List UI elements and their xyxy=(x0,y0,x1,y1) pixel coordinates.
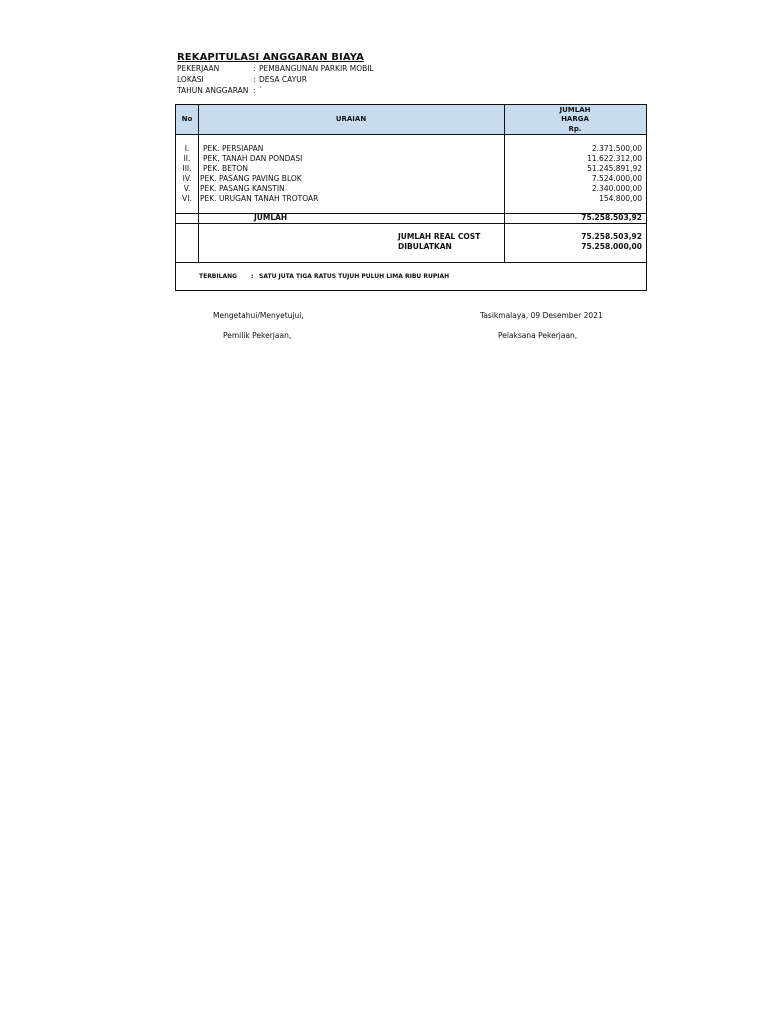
row-number: VI. xyxy=(182,194,192,203)
meta-value: ` xyxy=(259,86,263,95)
row-number: I. xyxy=(184,144,190,153)
row-description: PEK. PASANG KANSTIN xyxy=(200,184,285,193)
row-amount: 51.245.891,92 xyxy=(587,164,642,173)
meta-label: PEKERJAAN xyxy=(177,64,220,73)
row-number: III. xyxy=(182,164,192,173)
real-cost-amount: 75.258.503,92 xyxy=(581,232,642,241)
row-amount: 154.800,00 xyxy=(599,194,642,203)
row-amount: 2.371.500,00 xyxy=(591,144,642,153)
terbilang-colon: : xyxy=(251,273,254,280)
approval-label: Mengetahui/Menyetujui, xyxy=(213,311,304,320)
dibulatkan-amount: 75.258.000,00 xyxy=(581,242,642,251)
table-row xyxy=(176,174,646,184)
dibulatkan-label: DIBULATKAN xyxy=(398,242,452,251)
row-amount: 2.340.000,00 xyxy=(591,184,642,193)
jumlah-label: JUMLAH xyxy=(254,213,288,222)
meta-colon: : xyxy=(253,75,256,84)
header-no: No xyxy=(181,115,193,123)
row-number: II. xyxy=(183,154,191,163)
document-title: REKAPITULASI ANGGARAN BIAYA xyxy=(177,52,364,63)
owner-label: Pemilik Pekerjaan, xyxy=(223,331,292,340)
row-description: PEK. URUGAN TANAH TROTOAR xyxy=(200,194,319,203)
real-cost-label: JUMLAH REAL COST xyxy=(398,232,481,241)
meta-value: PEMBANGUNAN PARKIR MOBIL xyxy=(259,64,374,73)
row-divider xyxy=(176,223,646,224)
meta-value: DESA CAYUR xyxy=(259,75,307,84)
table-row xyxy=(176,184,646,194)
real-cost-row xyxy=(198,232,646,242)
header-uraian: URAIAN xyxy=(335,115,367,123)
meta-colon: : xyxy=(253,86,256,95)
table-row xyxy=(176,154,646,164)
terbilang-label: TERBILANG xyxy=(199,273,238,280)
row-divider xyxy=(176,262,646,263)
jumlah-amount: 75.258.503,92 xyxy=(581,213,642,222)
budget-table xyxy=(175,104,647,291)
row-number: V. xyxy=(183,184,191,193)
jumlah-row xyxy=(198,213,646,223)
meta-label: LOKASI xyxy=(177,75,204,84)
terbilang-text: SATU JUTA TIGA RATUS TUJUH PULUH LIMA RIBU RUPIAH xyxy=(259,273,450,280)
row-description: PEK. PERSIAPAN xyxy=(203,144,264,153)
row-description: PEK. BETON xyxy=(203,164,248,173)
row-description: PEK. TANAH DAN PONDASI xyxy=(203,154,303,163)
table-row xyxy=(176,144,646,154)
place-date: Tasikmalaya, 09 Desember 2021 xyxy=(480,311,603,320)
table-header xyxy=(176,105,646,135)
header-rp: Rp. xyxy=(568,125,582,133)
row-amount: 7.524.000,00 xyxy=(591,174,642,183)
table-row xyxy=(176,164,646,174)
meta-label: TAHUN ANGGARAN xyxy=(177,86,249,95)
dibulatkan-row xyxy=(198,242,646,252)
header-jumlah: JUMLAH xyxy=(559,106,591,114)
row-number: IV. xyxy=(182,174,192,183)
meta-colon: : xyxy=(253,64,256,73)
contractor-label: Pelaksana Pekerjaan, xyxy=(498,331,578,340)
table-row xyxy=(176,194,646,204)
row-description: PEK. PASANG PAVING BLOK xyxy=(200,174,302,183)
header-harga: HARGA xyxy=(561,115,589,123)
row-amount: 11.622.312,00 xyxy=(587,154,642,163)
